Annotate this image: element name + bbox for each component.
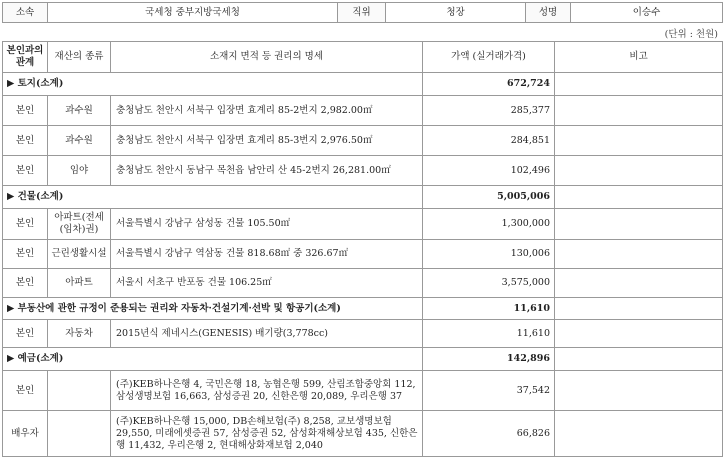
section-row-deposits — [3, 348, 723, 371]
description-cell: 충청남도 천안시 동남구 목천읍 남안리 산 45-2번지 26,281.00㎡ — [111, 156, 423, 186]
column-header-row — [3, 42, 723, 73]
table-row — [3, 96, 723, 126]
remarks-cell — [555, 411, 723, 457]
relation-cell: 본인 — [3, 96, 48, 126]
official-info-header — [2, 2, 723, 23]
position-value: 청장 — [386, 3, 526, 23]
asset-table — [2, 41, 723, 457]
relation-cell: 본인 — [3, 320, 48, 348]
section-subtotal: 672,724 — [423, 73, 555, 96]
affiliation-value: 국세청 중부지방국세청 — [48, 3, 338, 23]
type-cell — [48, 371, 111, 411]
relation-cell: 본인 — [3, 269, 48, 298]
relation-cell: 본인 — [3, 240, 48, 269]
col-remarks: 비고 — [555, 42, 723, 73]
type-cell: 과수원 — [48, 126, 111, 156]
table-row — [3, 209, 723, 240]
name-label: 성명 — [526, 3, 571, 23]
value-cell: 3,575,000 — [423, 269, 555, 298]
type-cell: 근린생활시설 — [48, 240, 111, 269]
section-row-vehicles — [3, 298, 723, 320]
section-title: ▶ 토지(소계) — [3, 73, 423, 96]
description-cell: 충청남도 천안시 서북구 입장면 효계리 85-3번지 2,976.50㎡ — [111, 126, 423, 156]
table-row — [3, 371, 723, 411]
type-cell: 과수원 — [48, 96, 111, 126]
value-cell: 102,496 — [423, 156, 555, 186]
remarks-cell — [555, 156, 723, 186]
type-cell — [48, 411, 111, 457]
remarks-cell — [555, 269, 723, 298]
section-title: ▶ 예금(소계) — [3, 348, 423, 371]
value-cell: 285,377 — [423, 96, 555, 126]
value-cell: 284,851 — [423, 126, 555, 156]
value-cell: 11,610 — [423, 320, 555, 348]
remarks-cell — [555, 320, 723, 348]
relation-cell: 본인 — [3, 126, 48, 156]
type-cell: 임야 — [48, 156, 111, 186]
remarks-cell — [555, 186, 723, 209]
affiliation-label: 소속 — [3, 3, 48, 23]
remarks-cell — [555, 126, 723, 156]
col-relation: 본인과의 관계 — [3, 42, 48, 73]
remarks-cell — [555, 73, 723, 96]
remarks-cell — [555, 298, 723, 320]
description-cell: 서울시 서초구 반포동 건물 106.25㎡ — [111, 269, 423, 298]
remarks-cell — [555, 348, 723, 371]
table-row — [3, 240, 723, 269]
table-row — [3, 320, 723, 348]
remarks-cell — [555, 240, 723, 269]
description-cell: (주)KEB하나은행 4, 국민은행 18, 농협은행 599, 산림조합중앙회 112, 삼성생명보험 16,663, 삼성증권 20, 신한은행 20,089, 우리은행 37 — [111, 371, 423, 411]
section-title: ▶ 건물(소계) — [3, 186, 423, 209]
table-row — [3, 156, 723, 186]
relation-cell: 본인 — [3, 209, 48, 240]
description-cell: 충청남도 천안시 서북구 입장면 효계리 85-2번지 2,982.00㎡ — [111, 96, 423, 126]
section-subtotal: 142,896 — [423, 348, 555, 371]
col-value: 가액 (실거래가격) — [423, 42, 555, 73]
type-cell: 아파트 — [48, 269, 111, 298]
table-row — [3, 269, 723, 298]
value-cell: 66,826 — [423, 411, 555, 457]
description-cell: 서울특별시 강남구 삼성동 건물 105.50㎡ — [111, 209, 423, 240]
remarks-cell — [555, 209, 723, 240]
remarks-cell — [555, 371, 723, 411]
description-cell: 서울특별시 강남구 역삼동 건물 818.68㎡ 중 326.67㎡ — [111, 240, 423, 269]
name-value: 이승수 — [571, 3, 723, 23]
description-cell: (주)KEB하나은행 15,000, DB손해보험(주) 8,258, 교보생명보험 29,550, 미래에셋증권 57, 삼성증권 52, 삼성화재해상보험 435, 신한은행 11,432, 우리은행 2, 현대해상화재보험 2,040 — [111, 411, 423, 457]
description-cell: 2015년식 제네시스(GENESIS) 배기량(3,778cc) — [111, 320, 423, 348]
relation-cell: 배우자 — [3, 411, 48, 457]
section-title: ▶ 부동산에 관한 규정이 준용되는 권리와 자동차·건설기계·선박 및 항공기(소계) — [3, 298, 423, 320]
remarks-cell — [555, 96, 723, 126]
type-cell: 자동차 — [48, 320, 111, 348]
table-row — [3, 126, 723, 156]
unit-note: (단위 : 천원) — [664, 29, 718, 40]
position-label: 직위 — [338, 3, 386, 23]
relation-cell: 본인 — [3, 371, 48, 411]
col-asset-type: 재산의 종류 — [48, 42, 111, 73]
table-row — [3, 411, 723, 457]
value-cell: 130,006 — [423, 240, 555, 269]
value-cell: 37,542 — [423, 371, 555, 411]
type-cell: 아파트(전세(임차)권) — [48, 209, 111, 240]
value-cell: 1,300,000 — [423, 209, 555, 240]
section-row-land — [3, 73, 723, 96]
section-subtotal: 5,005,006 — [423, 186, 555, 209]
section-row-buildings — [3, 186, 723, 209]
relation-cell: 본인 — [3, 156, 48, 186]
section-subtotal: 11,610 — [423, 298, 555, 320]
col-description: 소재지 면적 등 권리의 명세 — [111, 42, 423, 73]
